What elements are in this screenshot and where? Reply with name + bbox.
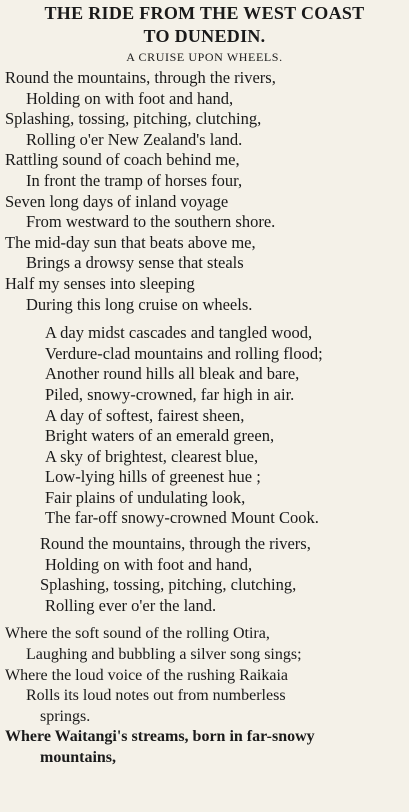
poem-line: The mid-day sun that beats above me, xyxy=(5,232,256,252)
poem-line: Rolling o'er New Zealand's land. xyxy=(26,129,243,149)
poem-line: Splashing, tossing, pitching, clutching, xyxy=(5,109,262,129)
poem-line: Seven long days of inland voyage xyxy=(5,191,229,211)
poem-stanza-2 xyxy=(0,323,409,529)
poem-line: Holding on with foot and hand, xyxy=(26,88,234,108)
poem-line: Brings a drowsy sense that steals xyxy=(26,253,244,273)
poem-line: In front the tramp of horses four, xyxy=(26,170,243,190)
poem-line: Where the soft sound of the rolling Otira, xyxy=(5,625,270,643)
poem-line: Piled, snowy-crowned, far high in air. xyxy=(45,384,295,404)
poem-line: springs. xyxy=(40,707,91,725)
poem-line: Rolling ever o'er the land. xyxy=(45,595,217,615)
poem-line: Rattling sound of coach behind me, xyxy=(5,150,240,170)
poem-line: Verdure-clad mountains and rolling flood; xyxy=(45,343,323,363)
poem-stanza-1 xyxy=(0,68,409,315)
poem-line: Round the mountains, through the rivers, xyxy=(40,534,311,554)
poem-line: A sky of brightest, clearest blue, xyxy=(45,446,259,466)
poem-line: Half my senses into sleeping xyxy=(5,273,195,293)
article-title-line-1: THE RIDE FROM THE WEST COAST xyxy=(44,3,365,23)
poem-line: Splashing, tossing, pitching, clutching, xyxy=(40,575,297,595)
stanza-gap xyxy=(0,616,409,624)
poem-line: Where the loud voice of the rushing Raikaia xyxy=(5,666,289,684)
poem-line: mountains, xyxy=(40,749,117,766)
poem-line: Another round hills all bleak and bare, xyxy=(45,364,300,384)
poem-line: Low-lying hills of greenest hue ; xyxy=(45,467,261,487)
poem-line: Fair plains of undulating look, xyxy=(45,487,246,507)
poem-line: A day midst cascades and tangled wood, xyxy=(45,323,313,343)
poem-line: Where Waitangi's streams, born in far-snowy xyxy=(5,728,315,746)
poem-stanza-4 xyxy=(0,624,409,768)
article-title-line-2: TO DUNEDIN. xyxy=(143,26,266,46)
article-subtitle: A CRUISE UPON WHEELS. xyxy=(126,50,283,64)
poem-stanza-3 xyxy=(0,534,409,616)
poem-line: Bright waters of an emerald green, xyxy=(45,426,275,446)
poem-line: Holding on with foot and hand, xyxy=(45,554,253,574)
poem-line: The far-off snowy-crowned Mount Cook. xyxy=(45,508,319,528)
stanza-gap xyxy=(0,315,409,323)
poem-line: During this long cruise on wheels. xyxy=(26,294,253,314)
poem-line: Rolls its loud notes out from numberless xyxy=(26,687,286,705)
poem-line: From westward to the southern shore. xyxy=(26,212,276,232)
poem-line: Round the mountains, through the rivers, xyxy=(5,68,276,87)
poem-line: A day of softest, fairest sheen, xyxy=(45,405,245,425)
poem-line: Laughing and bubbling a silver song sings; xyxy=(26,646,302,664)
